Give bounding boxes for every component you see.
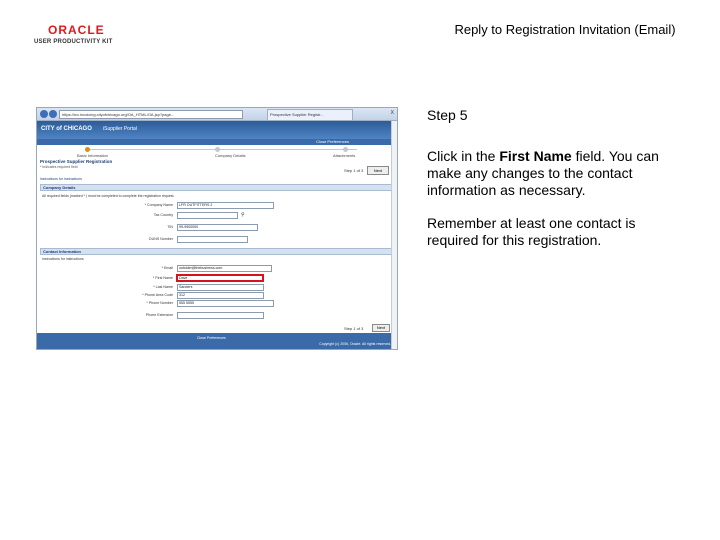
tax-id-input[interactable]: 99-9900000 bbox=[177, 224, 258, 231]
bottom-step-counter: Step 1 of 3 bbox=[344, 326, 364, 331]
train-step-1-dot bbox=[85, 147, 90, 152]
first-name-label: * First Name bbox=[153, 276, 173, 280]
last-name-row bbox=[37, 284, 397, 290]
email-input[interactable]: outsider@thebusiness.com bbox=[177, 265, 272, 272]
tax-country-row bbox=[37, 212, 397, 218]
contact-instructions: Instructions for instructions bbox=[42, 257, 84, 261]
duns-input[interactable] bbox=[177, 236, 248, 243]
footer-copyright: Copyright (c) 2006, Oracle. All rights reserved. bbox=[319, 342, 391, 346]
footer-links[interactable]: Close Preferences bbox=[197, 336, 226, 340]
train-line bbox=[87, 149, 357, 150]
oracle-wordmark: ORACLE bbox=[48, 23, 105, 37]
train-step-3-dot bbox=[343, 147, 348, 152]
area-code-label: * Phone Area Code bbox=[142, 293, 173, 297]
application-screenshot bbox=[36, 107, 398, 350]
duns-label: DUNS Number bbox=[149, 237, 173, 241]
instruction-field-name: First Name bbox=[499, 148, 572, 164]
last-name-input[interactable]: Sanders bbox=[177, 284, 264, 291]
vertical-scrollbar[interactable] bbox=[391, 121, 397, 349]
back-icon[interactable] bbox=[40, 110, 48, 118]
extension-row bbox=[37, 312, 397, 318]
process-train bbox=[37, 145, 397, 159]
instruction-text bbox=[427, 148, 687, 199]
tax-country-label: Tax Country bbox=[153, 213, 173, 217]
step-counter: Step 1 of 3 bbox=[344, 168, 364, 173]
first-name-highlight bbox=[176, 274, 264, 282]
page-title: Reply to Registration Invitation (Email) bbox=[454, 22, 676, 37]
contact-info-header: Contact Information bbox=[40, 248, 394, 255]
phone-row bbox=[37, 300, 397, 306]
global-links[interactable]: Close Preferences bbox=[316, 139, 349, 144]
company-note: All required fields (marked * ) must be completed to complete the registration request. bbox=[42, 194, 175, 198]
train-step-3-label: Attachments bbox=[333, 153, 356, 158]
first-name-input[interactable]: Dave bbox=[177, 275, 264, 282]
upk-wordmark: USER PRODUCTIVITY KIT bbox=[34, 39, 113, 45]
train-step-2-label: Company Details bbox=[215, 153, 246, 158]
company-name-label: * Company Name bbox=[144, 203, 173, 207]
train-step-2-dot bbox=[215, 147, 220, 152]
next-button[interactable]: Next bbox=[367, 166, 389, 175]
city-logo: CITY of CHICAGO bbox=[41, 126, 92, 132]
phone-input[interactable]: 555 5555 bbox=[177, 300, 274, 307]
app-banner bbox=[37, 121, 397, 139]
company-name-row bbox=[37, 202, 397, 208]
instruction-prefix: Click in the bbox=[427, 148, 500, 164]
company-details-header: Company Details bbox=[40, 184, 394, 191]
phone-label: * Phone Number bbox=[146, 301, 173, 305]
tax-country-input[interactable] bbox=[177, 212, 238, 219]
instruction-note: Remember at least one contact is required for this registration. bbox=[427, 215, 636, 248]
extension-label: Phone Extension bbox=[145, 313, 173, 317]
email-label: * Email bbox=[161, 266, 173, 270]
browser-toolbar bbox=[37, 108, 397, 121]
step-label: Step 5 bbox=[427, 107, 468, 123]
area-code-input[interactable]: 312 bbox=[177, 292, 264, 299]
train-step-1-label: Basic Information bbox=[77, 153, 108, 158]
registration-heading: Prospective Supplier Registration bbox=[40, 159, 113, 164]
oracle-upk-logo bbox=[34, 24, 134, 48]
required-note: * Indicates required field bbox=[40, 165, 78, 169]
tax-id-row bbox=[37, 224, 397, 230]
bottom-next-button[interactable]: Next bbox=[372, 324, 390, 332]
search-icon[interactable]: ⚲ bbox=[241, 212, 245, 218]
app-footer bbox=[37, 333, 397, 349]
browser-tab[interactable]: Prospective Supplier Registr... bbox=[267, 109, 353, 121]
area-code-row bbox=[37, 292, 397, 298]
address-bar[interactable]: https://icx.invoicing.cityofchicago.org/OA_HTML/OA.jsp?page... bbox=[59, 110, 243, 119]
portal-name: iSupplier Portal bbox=[103, 126, 137, 132]
instructions-link[interactable]: Instructions for Instructions bbox=[40, 177, 82, 181]
duns-row bbox=[37, 236, 397, 242]
tax-id-label: TIN bbox=[167, 225, 173, 229]
extension-input[interactable] bbox=[177, 312, 264, 319]
instruction-suffix: field. You can make any changes to the contact information as necessary. bbox=[427, 148, 659, 198]
forward-icon[interactable] bbox=[49, 110, 57, 118]
email-row bbox=[37, 265, 397, 271]
window-close-icon[interactable]: X bbox=[390, 110, 394, 116]
last-name-label: * Last Name bbox=[153, 285, 173, 289]
company-name-input[interactable]: LFR OUTFITTERS 2 bbox=[177, 202, 274, 209]
